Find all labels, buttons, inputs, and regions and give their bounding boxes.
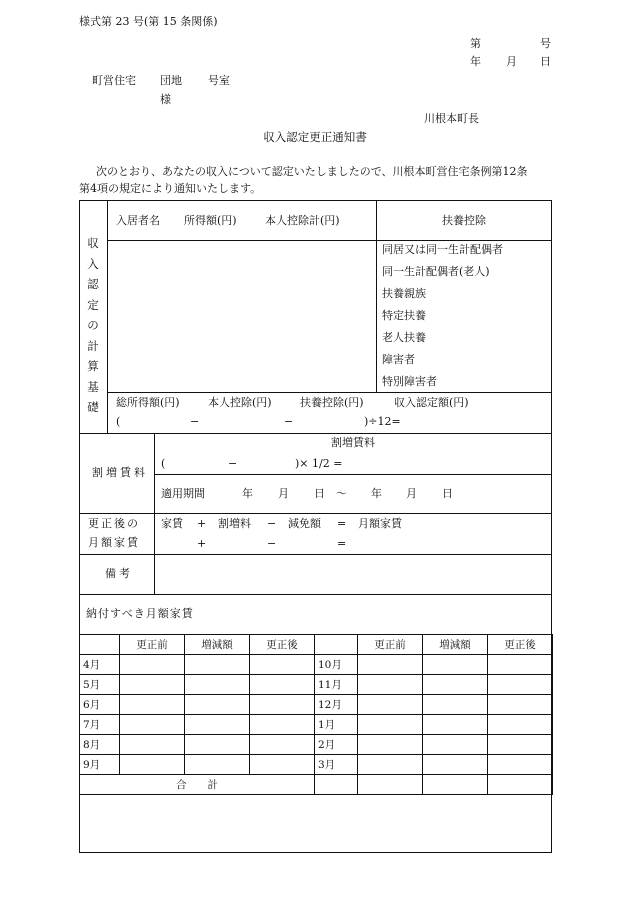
addressee-sama: 様 bbox=[160, 93, 171, 106]
surcharge-header: 割増賃料 bbox=[331, 436, 375, 449]
dependent-item: 同一生計配偶者(老人) bbox=[382, 265, 490, 278]
revised-minus: − bbox=[267, 517, 277, 530]
monthly-title: 納付すべき月額家賃 bbox=[86, 607, 194, 620]
month-cell: 2月 bbox=[315, 735, 358, 755]
body-line-2: 第4項の規定により通知いたします。 bbox=[79, 182, 262, 195]
period-month-2: 月 bbox=[406, 487, 417, 500]
monthly-rent-table bbox=[79, 634, 553, 795]
dependent-item: 老人扶養 bbox=[382, 331, 426, 344]
formula-minus-1: − bbox=[190, 415, 200, 428]
total-row bbox=[80, 775, 553, 795]
remarks-label: 備考 bbox=[105, 567, 133, 580]
surcharge-formula-minus: − bbox=[228, 457, 238, 470]
header-self-deduction: 本人控除計(円) bbox=[265, 214, 340, 227]
month-cell: 10月 bbox=[315, 655, 358, 675]
table-row bbox=[80, 755, 553, 775]
revised-label-1: 更正後の bbox=[88, 517, 140, 530]
period-month-1: 月 bbox=[278, 487, 289, 500]
month-cell: 5月 bbox=[80, 675, 120, 695]
formula-minus-2: − bbox=[284, 415, 294, 428]
period-year-1: 年 bbox=[242, 487, 253, 500]
surcharge-label: 割増賃料 bbox=[92, 466, 148, 479]
date-month: 月 bbox=[506, 55, 517, 68]
month-cell: 8月 bbox=[80, 735, 120, 755]
revised-surcharge: 割増料 bbox=[218, 517, 251, 530]
surcharge-formula-end: )× 1/2 = bbox=[295, 457, 343, 470]
document-title: 収入認定更正通知書 bbox=[263, 130, 367, 144]
doc-number-dai: 第 bbox=[470, 37, 481, 50]
surcharge-formula-open: ( bbox=[161, 457, 166, 470]
sum-dependent-deduction: 扶養控除(円) bbox=[300, 396, 364, 409]
revised-row2-plus: + bbox=[197, 537, 207, 550]
period-label: 適用期間 bbox=[161, 487, 205, 500]
period-tilde: 〜 bbox=[336, 487, 347, 500]
revised-equals: = bbox=[337, 517, 347, 530]
doc-number-go: 号 bbox=[540, 37, 551, 50]
table-row bbox=[80, 675, 553, 695]
dependent-item: 扶養親族 bbox=[382, 287, 426, 300]
date-year: 年 bbox=[470, 55, 481, 68]
table-row bbox=[80, 735, 553, 755]
month-cell: 6月 bbox=[80, 695, 120, 715]
table-row bbox=[80, 655, 553, 675]
total-label: 合 計 bbox=[80, 775, 315, 795]
period-year-2: 年 bbox=[371, 487, 382, 500]
revised-row2-equals: = bbox=[337, 537, 347, 550]
dependent-item: 障害者 bbox=[382, 353, 415, 366]
dependent-item: 特定扶養 bbox=[382, 309, 426, 322]
sum-self-deduction: 本人控除(円) bbox=[208, 396, 272, 409]
body-line-1: 次のとおり、あなたの収入について認定いたしましたので、川根本町営住宅条例第12条 bbox=[96, 165, 528, 178]
issuer: 川根本町長 bbox=[424, 112, 479, 125]
addressee-room: 号室 bbox=[208, 74, 230, 87]
header-dependent-deduction: 扶養控除 bbox=[442, 214, 486, 227]
dependent-item: 特別障害者 bbox=[382, 375, 437, 388]
table-header-row: 更正前 増減額 更正後 更正前 増減額 更正後 bbox=[80, 635, 553, 655]
revised-reduction: 減免額 bbox=[288, 517, 321, 530]
revised-label-2: 月額家賃 bbox=[88, 536, 140, 549]
table-row bbox=[80, 695, 553, 715]
header-income: 所得額(円) bbox=[184, 214, 237, 227]
revised-row2-minus: − bbox=[267, 537, 277, 550]
month-cell: 12月 bbox=[315, 695, 358, 715]
period-day-2: 日 bbox=[442, 487, 453, 500]
formula-open: ( bbox=[116, 415, 121, 428]
revised-rent: 家賃 bbox=[161, 517, 183, 530]
month-cell: 11月 bbox=[315, 675, 358, 695]
period-day-1: 日 bbox=[314, 487, 325, 500]
month-cell: 9月 bbox=[80, 755, 120, 775]
sum-total-income: 総所得額(円) bbox=[116, 396, 180, 409]
table-row bbox=[80, 715, 553, 735]
addressee-danchi: 団地 bbox=[160, 74, 182, 87]
addressee-housing: 町営住宅 bbox=[92, 74, 136, 87]
formula-end: )÷12= bbox=[364, 415, 401, 428]
revised-monthly-rent: 月額家賃 bbox=[358, 517, 402, 530]
dependent-item: 同居又は同一生計配偶者 bbox=[382, 243, 503, 256]
date-day: 日 bbox=[540, 55, 551, 68]
header-resident-name: 入居者名 bbox=[116, 214, 160, 227]
month-cell: 7月 bbox=[80, 715, 120, 735]
sum-recognized-income: 収入認定額(円) bbox=[394, 396, 469, 409]
month-cell: 4月 bbox=[80, 655, 120, 675]
revised-plus: + bbox=[197, 517, 207, 530]
month-cell: 1月 bbox=[315, 715, 358, 735]
form-number: 様式第 23 号(第 15 条関係) bbox=[79, 15, 218, 28]
month-cell: 3月 bbox=[315, 755, 358, 775]
